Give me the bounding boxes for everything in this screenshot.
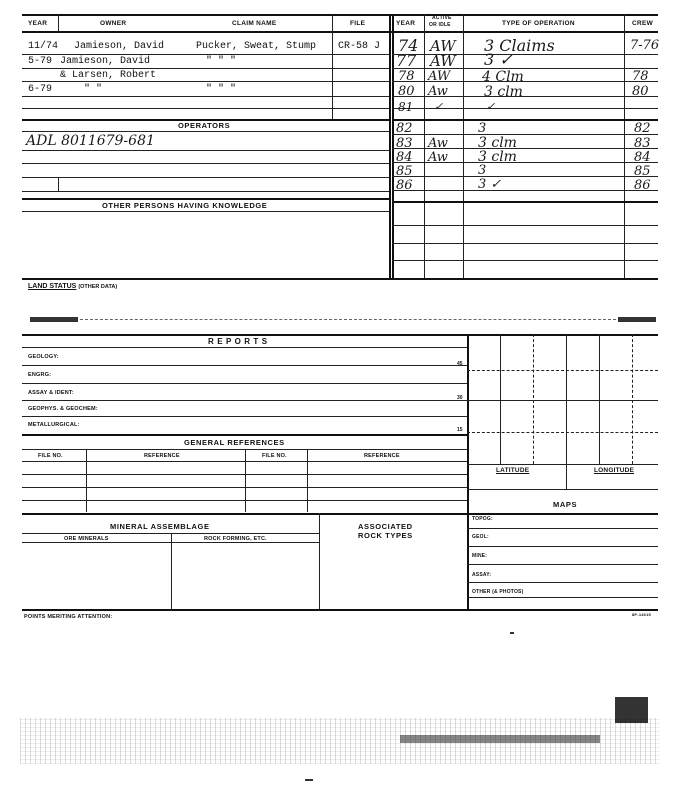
ops-row-10-crew: 86 [634, 178, 651, 193]
longitude-label: LONGITUDE [594, 467, 635, 474]
owner-row-4-owner: " " [84, 84, 103, 95]
general-references-title: GENERAL REFERENCES [184, 438, 285, 447]
land-status-sub: (OTHER DATA) [78, 284, 118, 290]
owner-row-1-owner: Jamieson, David [74, 41, 165, 52]
operators-title: OPERATORS [178, 121, 231, 130]
operators-entry: ADL 8011679-681 [26, 133, 155, 149]
ops-row-7-type: 3 clm [478, 135, 517, 151]
rock-types-label: ROCK TYPES [358, 531, 413, 540]
reports-assay: ASSAY & IDENT: [28, 390, 74, 396]
ops-row-2-year: 77 [396, 51, 417, 70]
owner-row-2-claim: " " " [206, 56, 237, 67]
reports-num-15: 15 [457, 427, 463, 433]
owner-row-2-year: 5-79 [28, 56, 53, 67]
points-meriting-attention: POINTS MERITING ATTENTION: [24, 614, 113, 620]
ref-reference-1: REFERENCE [144, 453, 180, 459]
ops-row-4-active: Aw [428, 84, 448, 99]
header-file: FILE [350, 20, 366, 27]
maps-topog: TOPOG: [472, 516, 493, 522]
owner-row-1-file: CR-58 J [338, 41, 381, 52]
reports-metallurgical: METALLURGICAL: [28, 422, 80, 428]
land-status-label [28, 283, 117, 290]
header-active: ACTIVE [432, 15, 452, 21]
ops-row-5-active: ✓ [434, 100, 444, 113]
ops-row-3-active: AW [428, 69, 451, 84]
header-year: YEAR [28, 20, 48, 27]
reports-geophys: GEOPHYS. & GEOCHEM: [28, 406, 98, 412]
header-claim-name: CLAIM NAME [232, 20, 277, 27]
ops-row-5-type: ✓ [486, 100, 496, 113]
ops-row-9-year: 85 [396, 164, 413, 179]
ops-row-7-year: 83 [396, 136, 413, 151]
owner-row-4-claim: " " " [206, 84, 237, 95]
ops-row-4-type: 3 clm [484, 84, 523, 100]
maps-other: OTHER (& PHOTOS) [472, 589, 524, 595]
ops-row-3-year: 78 [398, 69, 415, 84]
ops-row-6-crew: 82 [634, 121, 651, 136]
reports-num-45: 45 [457, 361, 463, 367]
form-number: 8P-14615 [632, 612, 651, 617]
maps-assay: ASSAY: [472, 572, 492, 578]
associated-label: ASSOCIATED [358, 522, 413, 531]
owner-row-1-claim: Pucker, Sweat, Stump [196, 41, 317, 52]
latitude-label: LATITUDE [496, 467, 530, 474]
ops-row-4-crew: 80 [632, 84, 649, 99]
ops-row-7-active: Aw [428, 136, 448, 151]
ops-row-10-year: 86 [396, 178, 413, 193]
reports-engrg: ENGRG: [28, 372, 52, 378]
ops-row-6-year: 82 [396, 121, 413, 136]
ops-row-5-year: 81 [398, 100, 414, 114]
ops-row-2-active: AW [430, 52, 456, 70]
ops-row-7-crew: 83 [634, 136, 651, 151]
maps-mine: MINE: [472, 553, 488, 559]
owner-row-2-owner: Jamieson, David [60, 56, 151, 67]
ops-row-9-type: 3 [478, 163, 487, 178]
land-status-text: LAND STATUS [28, 283, 77, 290]
owner-row-4-year: 6-79 [28, 84, 53, 95]
ref-file-no-2: FILE NO. [262, 453, 287, 459]
rock-forming-label: ROCK FORMING, ETC. [204, 536, 267, 542]
knowledge-title: OTHER PERSONS HAVING KNOWLEDGE [102, 201, 268, 210]
ops-row-4-year: 80 [398, 84, 415, 99]
mineral-assemblage-title: MINERAL ASSEMBLAGE [110, 522, 210, 531]
reports-title: R E P O R T S [208, 337, 268, 346]
ops-row-1-type: 3 Claims [484, 36, 555, 55]
header-crew: CREW [632, 20, 654, 27]
owner-row-3-owner: & Larsen, Robert [60, 70, 157, 81]
ops-row-9-crew: 85 [634, 164, 651, 179]
reports-geology: GEOLOGY: [28, 354, 59, 360]
ops-row-1-year: 74 [398, 36, 419, 55]
ops-row-8-active: Aw [428, 150, 448, 165]
ops-row-8-year: 84 [396, 150, 413, 165]
ops-row-3-crew: 78 [632, 69, 649, 84]
ops-row-3-type: 4 Clm [482, 69, 524, 85]
reports-num-30: 30 [457, 395, 463, 401]
ref-file-no-1: FILE NO. [38, 453, 63, 459]
maps-title: MAPS [553, 500, 578, 509]
ops-row-10-type: 3 ✓ [478, 177, 502, 192]
header-owner: OWNER [100, 20, 127, 27]
header-idle: OR IDLE [429, 22, 451, 28]
ore-minerals-label: ORE MINERALS [64, 536, 109, 542]
ref-reference-2: REFERENCE [364, 453, 400, 459]
maps-geol: GEOL: [472, 534, 489, 540]
ops-row-6-type: 3 [478, 121, 487, 136]
ops-row-1-active: AW [430, 37, 456, 55]
header-year-ops: YEAR [396, 20, 416, 27]
ops-row-2-type: 3 ✓ [484, 50, 513, 69]
owner-row-1-year: 11/74 [28, 41, 59, 52]
ops-row-8-type: 3 clm [478, 149, 517, 165]
header-type-of-operation: TYPE OF OPERATION [502, 20, 575, 27]
ops-row-8-crew: 84 [634, 150, 651, 165]
ops-row-1-crew: 7-76 [630, 38, 660, 53]
